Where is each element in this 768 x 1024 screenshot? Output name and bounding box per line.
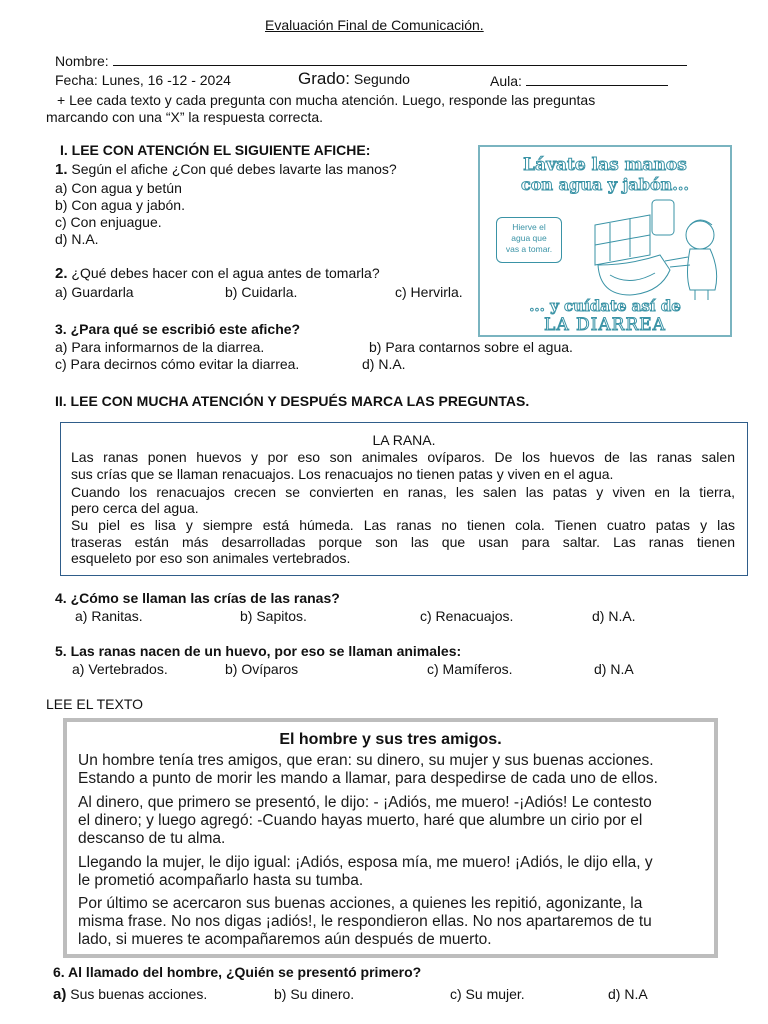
q4-option-c[interactable]: c) Renacuajos.	[420, 608, 514, 624]
frog-reading-line: pero cerca del agua.	[71, 500, 199, 516]
q2-option-a[interactable]: a) Guardarla	[55, 284, 134, 300]
q5-option-b[interactable]: b) Ovíparos	[225, 661, 299, 677]
man-reading-line: misma frase. No nos digas ¡adiós!, le respondieron ellas. No nos apartaremos de tu	[78, 913, 652, 930]
q6-option-a[interactable]	[53, 986, 207, 1003]
q3-option-b[interactable]: b) Para contarnos sobre el agua.	[369, 339, 573, 355]
q5-option-d[interactable]: d) N.A	[594, 661, 634, 677]
man-reading-line: descanso de tu alma.	[78, 830, 226, 847]
classroom-label: Aula:	[490, 73, 522, 89]
classroom	[490, 72, 668, 90]
man-reading-box	[63, 718, 718, 958]
section3-heading: LEE EL TEXTO	[46, 696, 144, 712]
instructions-line-2: marcando con una “X” la respuesta correcta.	[46, 109, 324, 125]
man-reading-line: Por último se acercaron sus buenas acciones, a quienes les repitió, agonizante, la	[78, 895, 643, 912]
frog-reading-line: sus crías que se llaman renacuajos. Los renacuajos no tienen patas y viven en el agua.	[71, 466, 614, 482]
q3-text: 3. ¿Para qué se escribió este afiche?	[55, 321, 301, 337]
q5-option-c[interactable]: c) Mamíferos.	[427, 661, 513, 677]
q2-text	[55, 265, 380, 282]
q2-number: 2.	[55, 265, 68, 282]
man-reading-line: Al dinero, que primero se presentó, le dijo: - ¡Adiós, me muero! -¡Adiós! Le contesto	[78, 794, 652, 811]
q6-option-d[interactable]: d) N.A	[608, 986, 648, 1002]
frog-reading-line: Cuando los renacuajos crecen se convierten en ranas, les salen las patas y viven en la tierra,	[71, 484, 735, 500]
poster-line-4: LA DIARREA	[544, 315, 666, 335]
poster-note-line: Hierve el	[512, 222, 546, 232]
frog-reading-line: Las ranas ponen huevos y por eso son animales ovíparos. De los huevos de las ranas salen	[71, 449, 735, 465]
q3-option-a[interactable]: a) Para informarnos de la diarrea.	[55, 339, 265, 355]
q1-number: 1.	[55, 161, 68, 178]
poster-note-line: vas a tomar.	[505, 244, 553, 254]
q1-question: Según el afiche ¿Con qué debes lavarte las manos?	[71, 161, 397, 177]
q5-text: 5. Las ranas nacen de un huevo, por eso se llaman animales:	[55, 643, 462, 659]
q6-option-a-letter: a)	[53, 986, 67, 1003]
section2-heading: II. LEE CON MUCHA ATENCIÓN Y DESPUÉS MARCA LAS PREGUNTAS.	[55, 393, 530, 409]
q1-option-c[interactable]: c) Con enjuague.	[55, 214, 162, 230]
q2-option-c[interactable]: c) Hervirla.	[395, 284, 463, 300]
q1-text	[55, 161, 397, 178]
frog-reading-line: traseras están más desarrolladas porque son las que usan para saltar. Las ranas tienen	[71, 534, 735, 550]
poster-note-line: agua que	[511, 233, 547, 243]
frog-reading-line: esqueleto por eso son animales vertebrados.	[71, 550, 351, 566]
man-reading-line: Estando a punto de morir les mando a llamar, para despedirse de cada uno de ellos.	[78, 770, 658, 787]
q4-text: 4. ¿Cómo se llaman las crías de las ranas?	[55, 590, 340, 606]
q6-option-b[interactable]: b) Su dinero.	[274, 986, 355, 1002]
poster-note	[496, 217, 562, 263]
name-label: Nombre:	[55, 53, 109, 69]
q6-text: 6. Al llamado del hombre, ¿Quién se presentó primero?	[53, 964, 422, 980]
grade-value: Segundo	[353, 71, 410, 87]
grade	[298, 70, 410, 88]
q1-option-d[interactable]: d) N.A.	[55, 231, 99, 247]
date: Fecha: Lunes, 16 -12 - 2024	[55, 72, 231, 88]
title-text: Evaluación Final de Comunicación.	[265, 17, 484, 33]
q1-option-b[interactable]: b) Con agua y jabón.	[55, 197, 185, 213]
man-reading-title: El hombre y sus tres amigos.	[279, 731, 502, 748]
handwashing-poster	[478, 145, 732, 337]
q6-option-a-text: Sus buenas acciones.	[70, 986, 208, 1002]
classroom-field[interactable]	[526, 72, 668, 86]
q5-option-a[interactable]: a) Vertebrados.	[72, 661, 168, 677]
frog-reading-title: LA RANA.	[372, 432, 436, 448]
q4-option-a[interactable]: a) Ranitas.	[75, 608, 143, 624]
man-reading-line: Un hombre tenía tres amigos, que eran: su dinero, su mujer y sus buenas acciones.	[78, 752, 654, 769]
page-title	[215, 17, 484, 34]
frog-reading-line: Su piel es lisa y siempre está húmeda. Las ranas no tienen cola. Tienen cuatro patas y las	[71, 517, 735, 533]
instructions-line-1: + Lee cada texto y cada pregunta con mucha atención. Luego, responde las preguntas	[57, 92, 596, 108]
man-reading-line: lado, si mueres te acompañaremos aún después de muerto.	[78, 931, 492, 948]
name-field[interactable]	[113, 52, 687, 66]
q3-option-c[interactable]: c) Para decirnos cómo evitar la diarrea.	[55, 356, 300, 372]
name-row	[55, 52, 687, 70]
q4-option-d[interactable]: d) N.A.	[592, 608, 636, 624]
man-reading-line: el dinero; y luego agregó: -Cuando hayas muerto, haré que alumbre un cirio por el	[78, 812, 643, 829]
q4-option-b[interactable]: b) Sapitos.	[240, 608, 307, 624]
poster-line-3: ... y cuídate así de	[529, 297, 681, 315]
section1-heading: I. LEE CON ATENCIÓN EL SIGUIENTE AFICHE:	[60, 142, 371, 158]
poster-line-2: con agua y jabón...	[521, 175, 689, 194]
q2-question: ¿Qué debes hacer con el agua antes de tomarla?	[71, 265, 380, 281]
man-reading-line: Llegando la mujer, le dijo igual: ¡Adiós, esposa mía, me muero! ¡Adiós, le dijo ella, y	[78, 854, 653, 871]
q1-option-a[interactable]: a) Con agua y betún	[55, 180, 182, 196]
poster-line-1: Lávate las manos	[523, 155, 687, 175]
man-reading-line: le prometió acompañarlo hasta su tumba.	[78, 872, 364, 889]
q6-option-c[interactable]: c) Su mujer.	[450, 986, 525, 1002]
frog-reading-box	[60, 422, 748, 576]
q3-option-d[interactable]: d) N.A.	[362, 356, 406, 372]
grade-label: Grado:	[298, 69, 350, 88]
child-washing-hands-illustration	[590, 195, 730, 305]
q2-option-b[interactable]: b) Cuidarla.	[225, 284, 298, 300]
